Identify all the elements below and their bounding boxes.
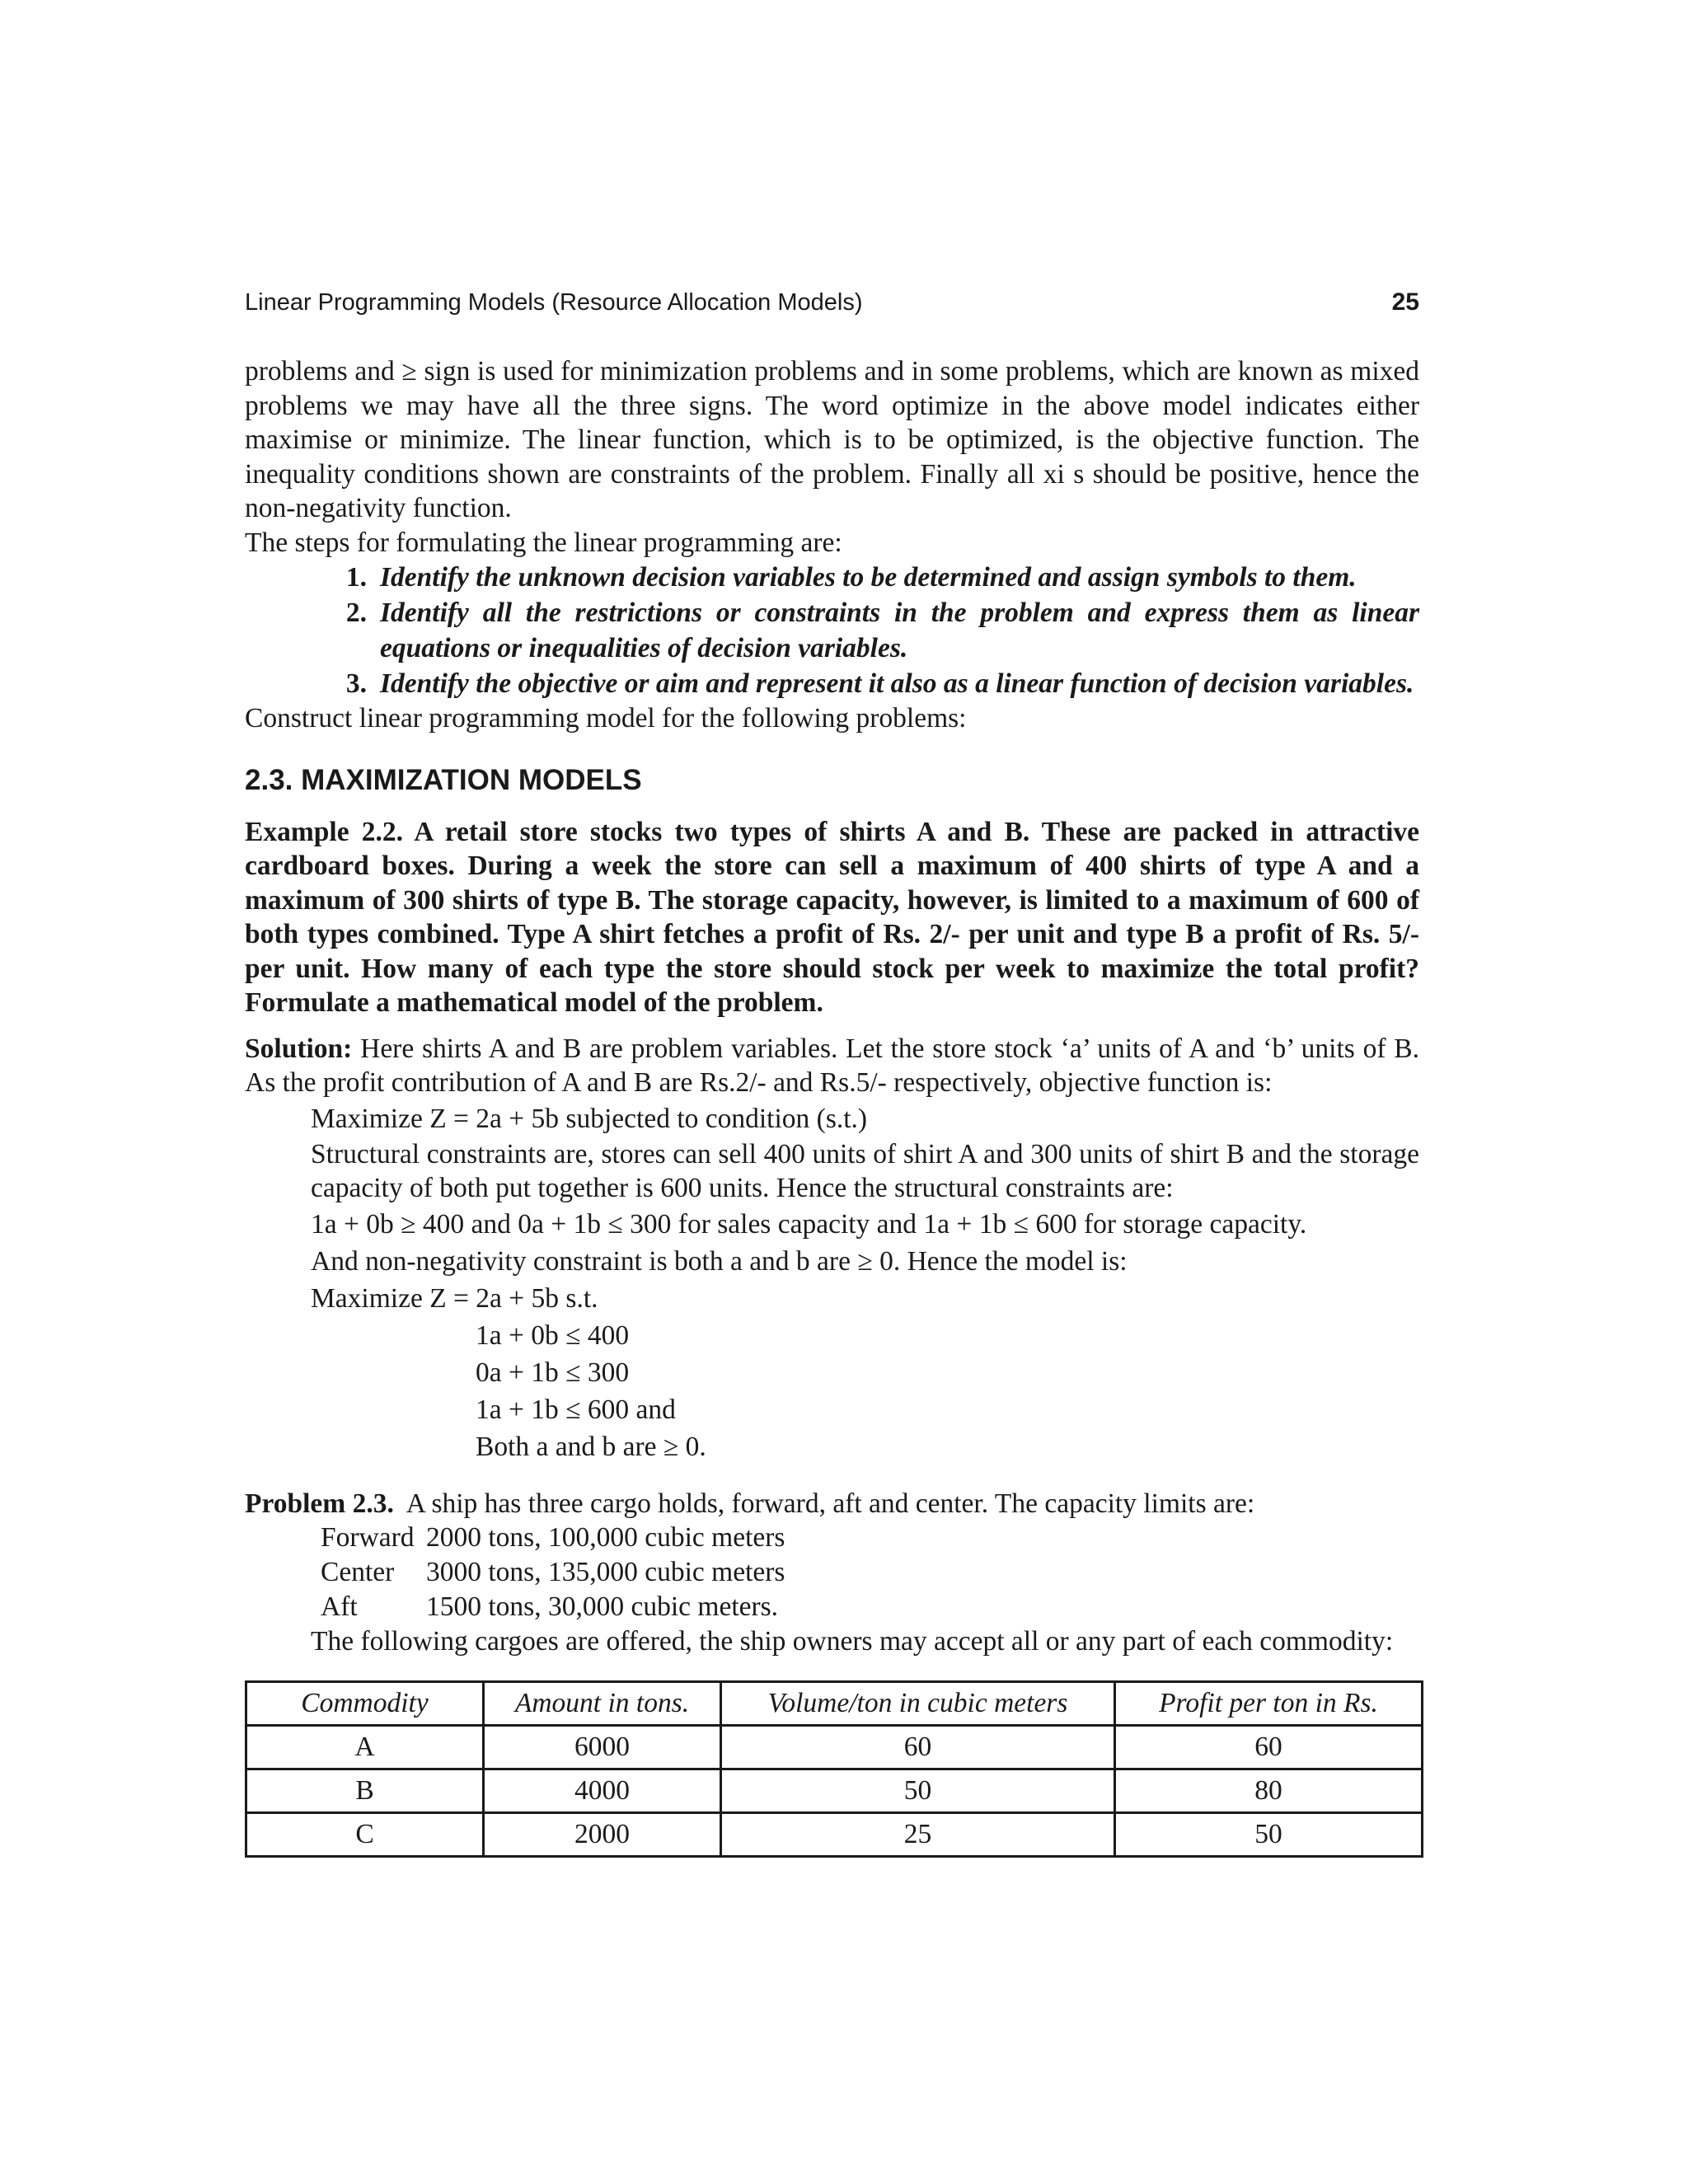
step-item	[245, 595, 1419, 666]
table-cell: 50	[721, 1769, 1115, 1812]
running-header	[245, 288, 1419, 325]
section-title: 2.3. MAXIMIZATION MODELS	[245, 763, 642, 796]
page	[245, 288, 1419, 1858]
cargo-hold-name: Center	[321, 1557, 395, 1587]
step-number: 1.	[345, 562, 367, 593]
step-text: Identify the unknown decision variables to be determined and assign symbols to them.	[380, 562, 1357, 593]
model-constraint: 0a + 1b ≤ 300	[476, 1357, 630, 1388]
table-row	[246, 1725, 1423, 1769]
cargo-hold-limits: 1500 tons, 30,000 cubic meters.	[426, 1591, 779, 1622]
table-header-cell: Volume/ton in cubic meters	[721, 1681, 1115, 1725]
table-header-cell: Commodity	[246, 1681, 484, 1725]
running-title: Linear Programming Models (Resource Allocation Models)	[245, 289, 863, 316]
step-item	[245, 666, 1419, 701]
cargo-hold-name: Aft	[321, 1591, 358, 1622]
table-row	[246, 1769, 1423, 1812]
nonnegativity-line: And non-negativity constraint is both a and b are ≥ 0. Hence the model is:	[311, 1245, 1128, 1277]
table-cell: B	[246, 1769, 484, 1812]
solution-paragraph	[245, 1032, 1419, 1100]
structural-text: Structural constraints are, stores can sell 400 units of shirt A and 300 units of shirt B and the storage capacity of both put together is 600 units. Hence the structural constraints are:	[311, 1138, 1419, 1203]
problem-paragraph	[245, 1487, 1419, 1521]
table-cell: 60	[1115, 1725, 1423, 1769]
solution-label: Solution:	[245, 1033, 353, 1064]
cargo-hold-name: Forward	[321, 1522, 415, 1553]
model-objective: Maximize Z = 2a + 5b s.t.	[311, 1282, 598, 1314]
table-cell: A	[246, 1725, 484, 1769]
table-cell: C	[246, 1812, 484, 1856]
cargo-hold-limits: 3000 tons, 135,000 cubic meters	[426, 1557, 785, 1587]
cargo-hold-limits: 2000 tons, 100,000 cubic meters	[426, 1522, 785, 1553]
step-text: Identify the objective or aim and represent it also as a linear function of decision variables.	[380, 668, 1414, 699]
constraints-line: 1a + 0b ≥ 400 and 0a + 1b ≤ 300 for sales capacity and 1a + 1b ≤ 600 for storage capacity.	[311, 1208, 1307, 1240]
steps-list	[245, 560, 1419, 701]
offer-line: The following cargoes are offered, the ship owners may accept all or any part of each commodity:	[311, 1626, 1394, 1657]
model-constraint: 1a + 0b ≤ 400	[476, 1319, 630, 1351]
structural-paragraph	[245, 1137, 1419, 1206]
table-cell: 6000	[484, 1725, 721, 1769]
objective-function: Maximize Z = 2a + 5b subjected to condition (s.t.)	[311, 1103, 868, 1134]
intro-paragraph: problems and ≥ sign is used for minimization problems and in some problems, which are known as mixed problems we may have all the three signs. The word optimize in the above model indicates either maximise or minimize. The linear function, which is to be optimized, is the objective function. The inequality conditions shown are constraints of the problem. Finally all xi s should be positive, hence the non-negativity function.	[245, 356, 1419, 523]
table-cell: 80	[1115, 1769, 1423, 1812]
table-header-cell: Profit per ton in Rs.	[1115, 1681, 1423, 1725]
cargo-hold-row	[245, 1555, 1419, 1590]
table-header-row	[246, 1681, 1423, 1725]
model-constraint: Both a and b are ≥ 0.	[476, 1431, 706, 1462]
step-item	[245, 560, 1419, 595]
table-row	[246, 1812, 1423, 1856]
page-number: 25	[1391, 288, 1419, 316]
cargo-table	[245, 1680, 1423, 1858]
table-cell: 4000	[484, 1769, 721, 1812]
step-number: 3.	[345, 668, 367, 699]
table-cell: 25	[721, 1812, 1115, 1856]
model-constraint: 1a + 1b ≤ 600 and	[476, 1394, 676, 1425]
steps-intro: The steps for formulating the linear programming are:	[245, 527, 842, 558]
table-cell: 50	[1115, 1812, 1423, 1856]
step-text: Identify all the restrictions or constraints in the problem and express them as linear equations or inequalities of decision variables.	[380, 598, 1419, 663]
example-statement: Example 2.2. A retail store stocks two types of shirts A and B. These are packed in attractive cardboard boxes. During a week the store can sell a maximum of 400 shirts of type A and a maximum of 300 shirts of type B. The storage capacity, however, is limited to a maximum of 600 of both types combined. Type A shirt fetches a profit of Rs. 2/- per unit and type B a profit of Rs. 5/- per unit. How many of each type the store should stock per week to maximize the total profit? Formulate a mathematical model of the problem.	[245, 816, 1419, 1018]
problem-label: Problem 2.3.	[245, 1488, 394, 1519]
step-number: 2.	[345, 598, 367, 628]
cargo-hold-row	[245, 1590, 1419, 1624]
cargo-hold-row	[245, 1521, 1419, 1555]
problem-text: A ship has three cargo holds, forward, aft and center. The capacity limits are:	[406, 1488, 1255, 1519]
table-cell: 2000	[484, 1812, 721, 1856]
construct-line: Construct linear programming model for the following problems:	[245, 703, 967, 733]
solution-text: Here shirts A and B are problem variables. Let the store stock ‘a’ units of A and ‘b’ units of B. As the profit contribution of A and B are Rs.2/- and Rs.5/- respectively, objective function is:	[245, 1033, 1420, 1098]
table-header-cell: Amount in tons.	[484, 1681, 721, 1725]
table-cell: 60	[721, 1725, 1115, 1769]
